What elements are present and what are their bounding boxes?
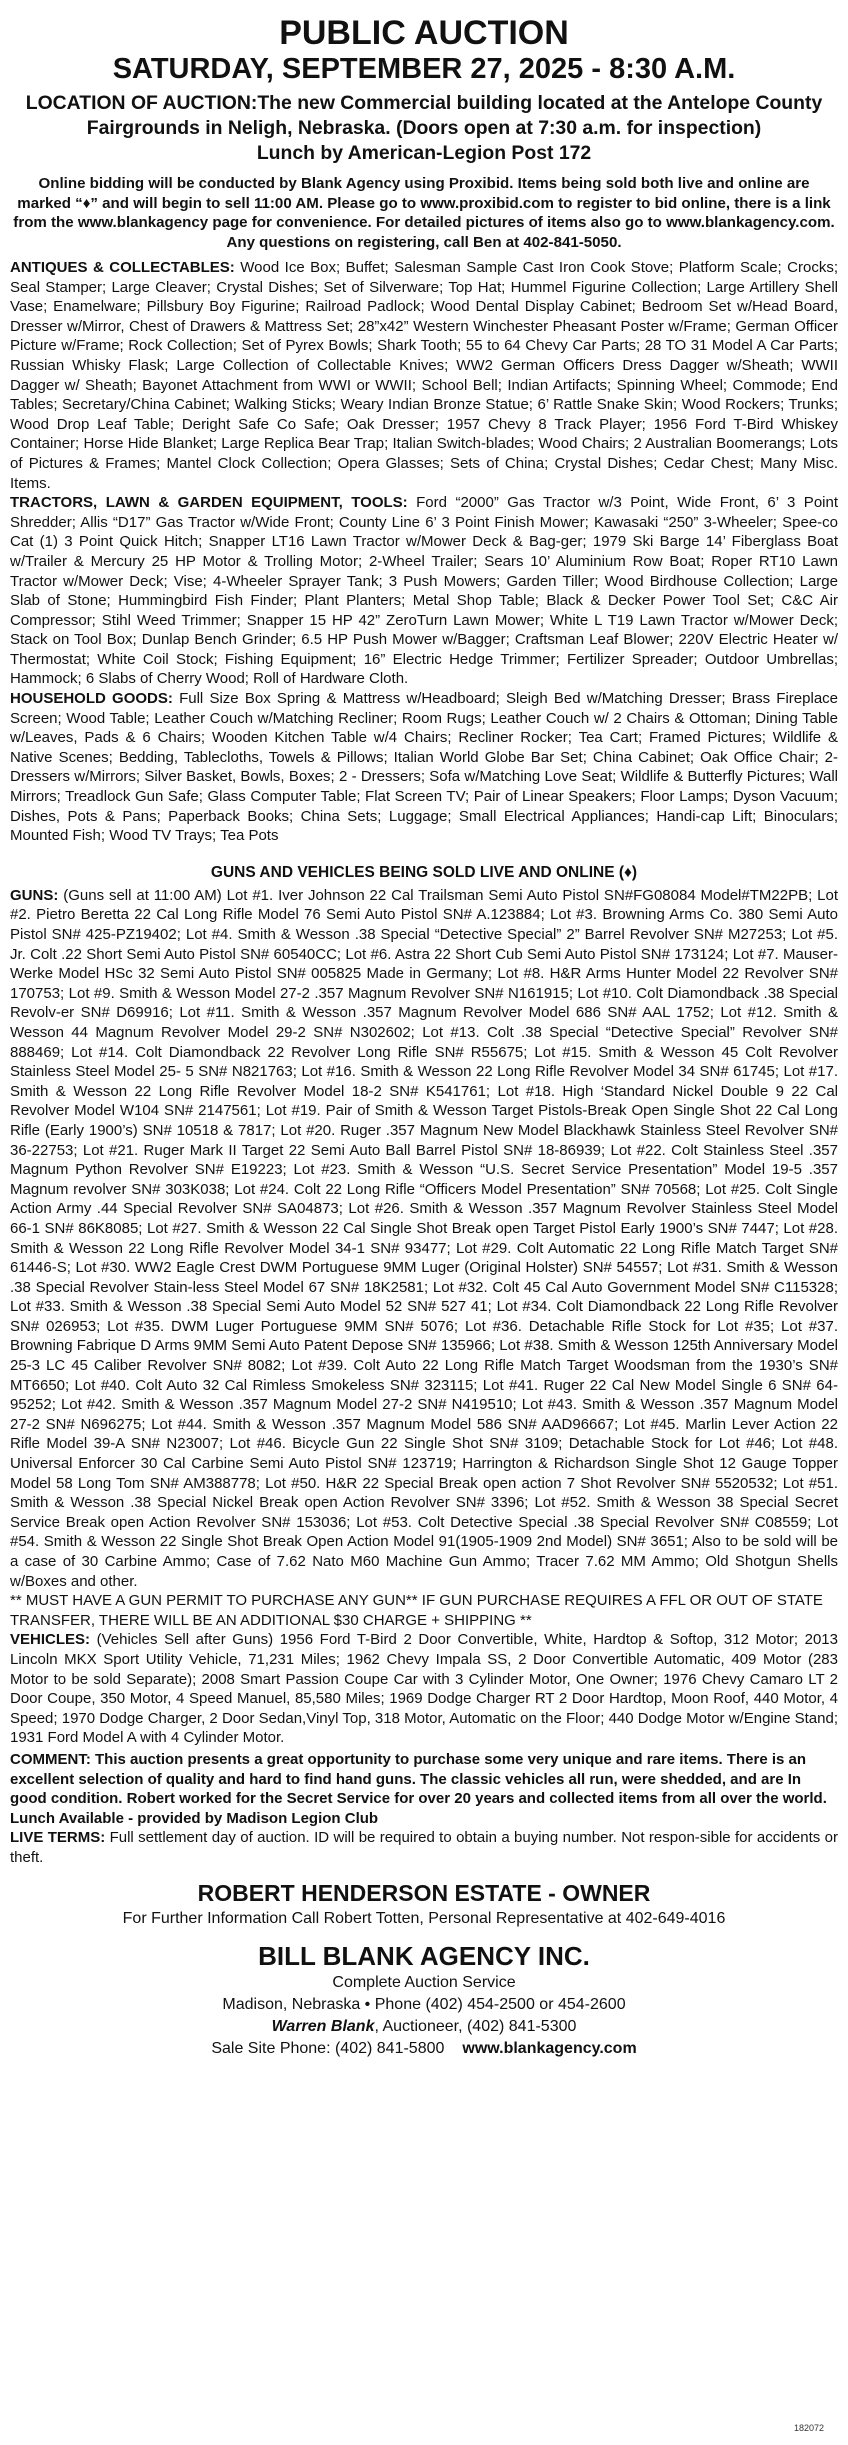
- comment-label: COMMENT:: [10, 1750, 91, 1768]
- agency-address: Madison, Nebraska • Phone (402) 454-2500 or 454-2600: [222, 1995, 626, 2013]
- live-online-heading: GUNS AND VEHICLES BEING SOLD LIVE AND ONLINE (♦): [210, 863, 638, 881]
- household-label: HOUSEHOLD GOODS:: [10, 690, 173, 708]
- comment-section: [10, 1750, 838, 1828]
- vehicles-label: VEHICLES:: [10, 1631, 91, 1649]
- agency-service: Complete Auction Service: [332, 1973, 516, 1991]
- antiques-section: [10, 258, 838, 493]
- gun-permit-warning: ** MUST HAVE A GUN PERMIT TO PURCHASE ANY GUN** IF GUN PURCHASE REQUIRES A FFL OR OUT OF STATE TRANSFER, THERE WILL BE AN ADDITIONAL $30 CHARGE + SHIPPING **: [10, 1592, 823, 1629]
- tractors-text: Ford “2000” Gas Tractor w/3 Point, Wide Front, 6’ 3 Point Shredder; Allis “D17” Gas Tractor w/Wide Front; County Line 6’ 3 Point Finish Mower; Kawasaki “250” 3-Wheeler; Spee-co Cat (1) 3 Point Quick Hitch; Snapper LT16 Lawn Tractor w/Mower Deck & Bag-ger; 1979 Ski Barge 14’ Fiberglass Boat w/Trailer & Mercury 25 HP Motor & Trolling Motor; 2-Wheel Trailer; Sears 10’ Aluminium Row Boat; Roper RT10 Lawn Tractor w/Mower Deck; Vise; 4-Wheeler Sprayer Tank; 3 Push Mowers; Garden Tiller; Wood Birdhouse Collection; Large Slab of Stone; Hummingbird Fish Finder; Plant Planters; Metal Shop Table; Black & Decker Power Tool Set; C&C Air Compressor; Stihl Weed Trimmer; Snapper 15 HP 42” ZeroTurn Lawn Mower; White L T19 Lawn Tractor w/Mower Deck; Stack on Tool Box; Dunlap Bench Grinder; 6.5 HP Push Mower w/Bagger; Craftsman Leaf Blower; 220V Electric Heater w/ Thermostat; White Coil Stock; Fishing Equipment; 16” Electric Hedge Trimmer; Fertilizer Spreader; Outdoor Umbrellas; Hammock; 6 Slabs of Cherry Wood; Roll of Hardware Cloth.: [10, 494, 838, 688]
- guns-section: [10, 886, 838, 1591]
- estate-contact: For Further Information Call Robert Totten, Personal Representative at 402-649-4016: [122, 1909, 726, 1927]
- lunch-note: Lunch by American-Legion Post 172: [256, 142, 592, 164]
- antiques-label: ANTIQUES & COLLECTABLES:: [10, 259, 235, 276]
- household-text: Full Size Box Spring & Mattress w/Headboard; Sleigh Bed w/Matching Dresser; Brass Fireplace Screen; Wood Table; Leather Couch w/Matching Recliner; Room Rugs; Leather Couch w/ 2 Chairs & Ottoman; Dining Table w/Leaves, Pads & 6 Chairs; Wooden Kitchen Table w/4 Chairs; Recliner Rocker; Tea Cart; Framed Pictures; Wildlife & Native Scenes; Bedding, Tablecloths, Towels & Pillows; Italian World Globe Bar Set; China Cabinet; Oak Office Chair; 2-Dressers w/Mirrors; Silver Basket, Bowls, Boxes; 2 - Dressers; Sofa w/Matching Love Seat; Wildlife & Butterfly Pictures; Wall Mirrors; Treadlock Gun Safe; Glass Computer Table; Flat Screen TV; Pair of Linear Speakers; Floor Lamps; Dyson Vacuum; Dishes, Pots & Pans; Paperback Books; China Sets; Luggage; Small Electrical Appliances; Handi-cap Lift; Binoculars; Mounted Fish; Wood TV Trays; Tea Pots: [10, 690, 838, 845]
- auctioneer-line: [10, 2016, 838, 2038]
- auctioneer-name: Warren Blank: [271, 2017, 375, 2035]
- vehicles-section: [10, 1630, 838, 1748]
- live-terms-label: LIVE TERMS:: [10, 1829, 106, 1847]
- tractors-section: [10, 493, 838, 689]
- guns-label: GUNS:: [10, 886, 59, 904]
- auction-date: SATURDAY, SEPTEMBER 27, 2025 - 8:30 A.M.: [112, 53, 736, 85]
- guns-text: (Guns sell at 11:00 AM) Lot #1. Iver Johnson 22 Cal Trailsman Semi Auto Pistol SN#FG08084 Model#TM22PB; Lot #2. Pietro Beretta 22 Cal Long Rifle Model 76 Semi Auto Pistol SN# A.123884; Lot #3. Browning Arms Co. 380 Semi Auto Pistol SN# 425-PZ19402; Lot #4. Smith & Wesson .38 Special “Detective Special” 2” Barrel Revolver SN# M27253; Lot #5. Jr. Colt .22 Short Semi Auto Pistol SN# 60540CC; Lot #6. Astra 22 Short Cub Semi Auto Pistol SN# 173124; Lot #7. Mauser-Werke Model HSc 32 Semi Auto Pistol SN# 005825 Made in Germany; Lot #8. H&R Arms Hunter Model 22 Revolver SN# 170753; Lot #9. Smith & Wesson Model 27-2 .357 Magnum Revolver SN# N161915; Lot #10. Colt Diamondback .38 Special Revolv-er SN# D69916; Lot #11. Smith & Wesson .357 Magnum Revolver Model 686 SN# AAL 1752; Lot #12. Smith & Wesson 44 Magnum Revolver Model 29-2 SN# N302602; Lot #13. Colt .38 Special “Detective Special” Revolver SN# 888469; Lot #14. Colt Diamondback 22 Revolver Long Rifle SN# R55675; Lot #15. Smith & Wesson 45 Colt Revolver Stainless Steel Model 25- 5 SN# N821763; Lot #16. Smith & Wesson 22 Long Rifle Revolver Model 34 SN# 61745; Lot #17. Smith & Wesson 22 Long Rifle Revolver Model 18-2 SN# K541761; Lot #18. High ‘Standard Nickel Double 9 22 Cal Revolver Model W104 SN# 2147561; Lot #19. Pair of Smith & Wesson Target Pistols-Break Open Single Shot 22 Cal Long Rifle (Early 1900’s) SN# 10518 & 7817; Lot #20. Ruger .357 Magnum New Model Blackhawk Stainless Steel Revolver SN# 36-22753; Lot #21. Ruger Mark II Target 22 Semi Auto Ball Barrel Pistol SN# 18-86939; Lot #22. Colt Stainless Steel .357 Magnum Python Revolver SN# E19223; Lot #23. Smith & Wesson “U.S. Secret Service Presentation” Model 19-5 .357 Magnum revolver SN# 303K038; Lot #24. Colt 22 Long Rifle “Officers Model Presentation” SN# 70568; Lot #25. Colt Single Action Army .44 Special Revolver SN# SA04873; Lot #26. Smith & Wesson .357 Magnum Revolver Stainless Steel Model 66-1 SN# 86K8085; Lot #27. Smith & Wesson 22 Cal Single Shot Break open Target Pistol Early 1900’s SN# 7447; Lot #28. Smith & Wesson 22 Long Rifle Revolver Model 34-1 SN# 93477; Lot #29. Colt Automatic 22 Long Rifle Match Target SN# 61446-S; Lot #30. WW2 Eagle Crest DWM Portuguese 9MM Luger (Original Holster) SN# 54557; Lot #31. Smith & Wesson .38 Special Revolver Stain-less Steel Model 67 SN# 18K2581; Lot #32. Colt 45 Cal Auto Government Model SN# C115328; Lot #33. Smith & Wesson .38 Special Semi Auto Model 52 SN# 527 41; Lot #34. Colt Diamondback 22 Long Rifle Revolver SN# 026953; Lot #35. DWM Luger Portuguese 9MM SN# 5076; Lot #36. Detachable Rifle Stock for Lot #35; Lot #37. Browning Fabrique D Arms 9MM Semi Auto Patent Depose SN# 135966; Lot #38. Smith & Wesson 125th Anniversary Model 25-3 LC 45 Caliber Revolver SN# 8082; Lot #39. Colt Auto 22 Long Rifle Match Target Woodsman from the 1930’s SN# MT6650; Lot #40. Colt Auto 32 Cal Rimless Smokeless SN# 323115; Lot #41. Ruger 22 Cal New Model Single 6 SN# 64-95252; Lot #42. Smith & Wesson .357 Magnum Model 27-2 SN# N419510; Lot #43. Smith & Wesson .357 Magnum Model 27-2 SN# N696275; Lot #44. Smith & Wesson .357 Magnum Model 586 SN# AAD96667; Lot #45. Marlin Lever Action 22 Rifle Model 39-A SN# N23007; Lot #46. Bicycle Gun 22 Single Shot SN# 3109; Detachable Stock for Lot #46; Lot #48. Universal Enforcer 30 Cal Carbine Semi Auto Pistol SN# 123719; Harrington & Richardson Single Shot 12 Gauge Topper Model 58 Long Tom SN# AM388778; Lot #50. H&R 22 Special Break open action 7 Shot Revolver SN# 5520532; Lot #51. Smith & Wesson .38 Special Nickel Break open Action Revolver SN# 3396; Lot #52. Smith & Wesson 38 Special Secret Service Break open Action Revolver SN# 153036; Lot #53. Colt Detective Special .38 Special Revolver SN# C08559; Lot #54. Smith & Wesson 22 Single Shot Break Open Action Model 91(1905-1909 2nd Model) SN# 3651; Also to be sold will be a case of 30 Carbine Ammo; Case of 7.62 Nato M60 Machine Gun Ammo; Tracer 7.62 MM Ammo; Old Shotgun Shells w/Boxes and other.: [10, 886, 838, 1590]
- auction-location: LOCATION OF AUCTION:The new Commercial building located at the Antelope County Fairgrounds in Neligh, Nebraska. (Doors open at 7:30 a.m. for inspection): [25, 92, 823, 139]
- estate-owner: ROBERT HENDERSON ESTATE - OWNER: [197, 1879, 651, 1906]
- online-bidding-note: Online bidding will be conducted by Blank Agency using Proxibid. Items being sold both live and online are marked “♦” and will begin to sell 11:00 AM. Please go to www.proxibid.com to register to bid online, there is a link from the www.blankagency page for convenience. For detailed pictures of items also go to www.blankagency.com. Any questions on registering, call Ben at 402-841-5050.: [13, 175, 835, 251]
- sale-site-phone: Sale Site Phone: (402) 841-5800: [211, 2039, 445, 2057]
- agency-website: www.blankagency.com: [462, 2039, 637, 2057]
- sale-site-line: [10, 2038, 838, 2060]
- vehicles-text: (Vehicles Sell after Guns) 1956 Ford T-Bird 2 Door Convertible, White, Hardtop & Softop, 312 Motor; 2013 Lincoln MKX Sport Utility Vehicle, 71,231 Miles; 1962 Chevy Impala SS, 2 Door Convertible Automatic, 409 Motor (283 Motor to be sold Separate); 2008 Smart Passion Coupe Car with 3 Cylinder Motor, One Owner; 1976 Chevy Camaro LT 2 Door Coupe, 350 Motor, 4 Speed Manuel, 85,580 Miles; 1969 Dodge Charger RT 2 Door Hardtop, Moon Roof, 440 Motor, 4 Speed; 1970 Dodge Charger, 2 Door Sedan,Vinyl Top, 318 Motor, Automatic on the Floor; 440 Dodge Motor w/Engine Stand; 1931 Ford Model A with 4 Cylinder Motor.: [10, 1631, 838, 1747]
- comment-text: This auction presents a great opportunity to purchase some very unique and rare items. There is an excellent selection of quality and hard to find hand guns. The classic vehicles all run, were shedded, and are In good condition. Robert worked for the Secret Service for over 20 years and collected items from all over the world. Lunch Available - provided by Madison Legion Club: [10, 1750, 827, 1827]
- auctioneer-phone: , Auctioneer, (402) 841-5300: [374, 2017, 577, 2035]
- auction-title: PUBLIC AUCTION: [279, 14, 569, 52]
- agency-name: BILL BLANK AGENCY INC.: [258, 1940, 590, 1971]
- tractors-label: TRACTORS, LAWN & GARDEN EQUIPMENT, TOOLS:: [10, 494, 408, 512]
- household-section: [10, 689, 838, 846]
- live-terms-text: Full settlement day of auction. ID will be required to obtain a buying number. Not respon-sible for accidents or theft.: [10, 1829, 838, 1866]
- antiques-text: Wood Ice Box; Buffet; Salesman Sample Cast Iron Cook Stove; Platform Scale; Crocks; Seal Stamper; Large Cleaver; Crystal Dishes; Set of Silverware; Top Hat; Hummel Figurine Collection; Large Artillery Shell Vase; Enamelware; Pillsbury Boy Figurine; Railroad Padlock; Wood Dental Display Cabinet; Bedroom Set w/Head Board, Dresser w/Mirror, Chest of Drawers & Mattress Set; 28”x42” Western Winchester Pheasant Poster w/Frame; German Officer Picture w/Frame; Rock Collection; Set of Pyrex Bowls; Shark Tooth; 55 to 64 Chevy Car Parts; 28 TO 31 Model A Car Parts; Russian Whisky Flask; Large Collection of Collectable Knives; WW2 German Officers Dress Dagger w/Sheath; WWII Dagger w/ Sheath; Bayonet Attachment from WWI or WWII; School Bell; Indian Artifacts; Spinning Wheel; Commode; End Tables; Secretary/China Cabinet; Walking Sticks; Weary Indian Bronze Statue; 6’ Rattle Snake Skin; Wood Rockers; Trunks; Wood Drop Leaf Table; Deright Safe Co Safe; Oak Dresser; 1957 Chevy 8 Track Player; 1956 Ford T-Bird Whiskey Container; Horse Hide Blanket; Large Replica Bear Trap; Italian Switch-blades; Wood Chairs; 2 Australian Boomerangs; Lots of Pictures & Frames; Mantel Clock Collection; Opera Glasses; Sets of China; Crystal Dishes; Cedar Chest; Many Misc. Items.: [10, 259, 839, 492]
- live-terms-section: [10, 1828, 838, 1867]
- ad-id: 182072: [793, 2423, 824, 2433]
